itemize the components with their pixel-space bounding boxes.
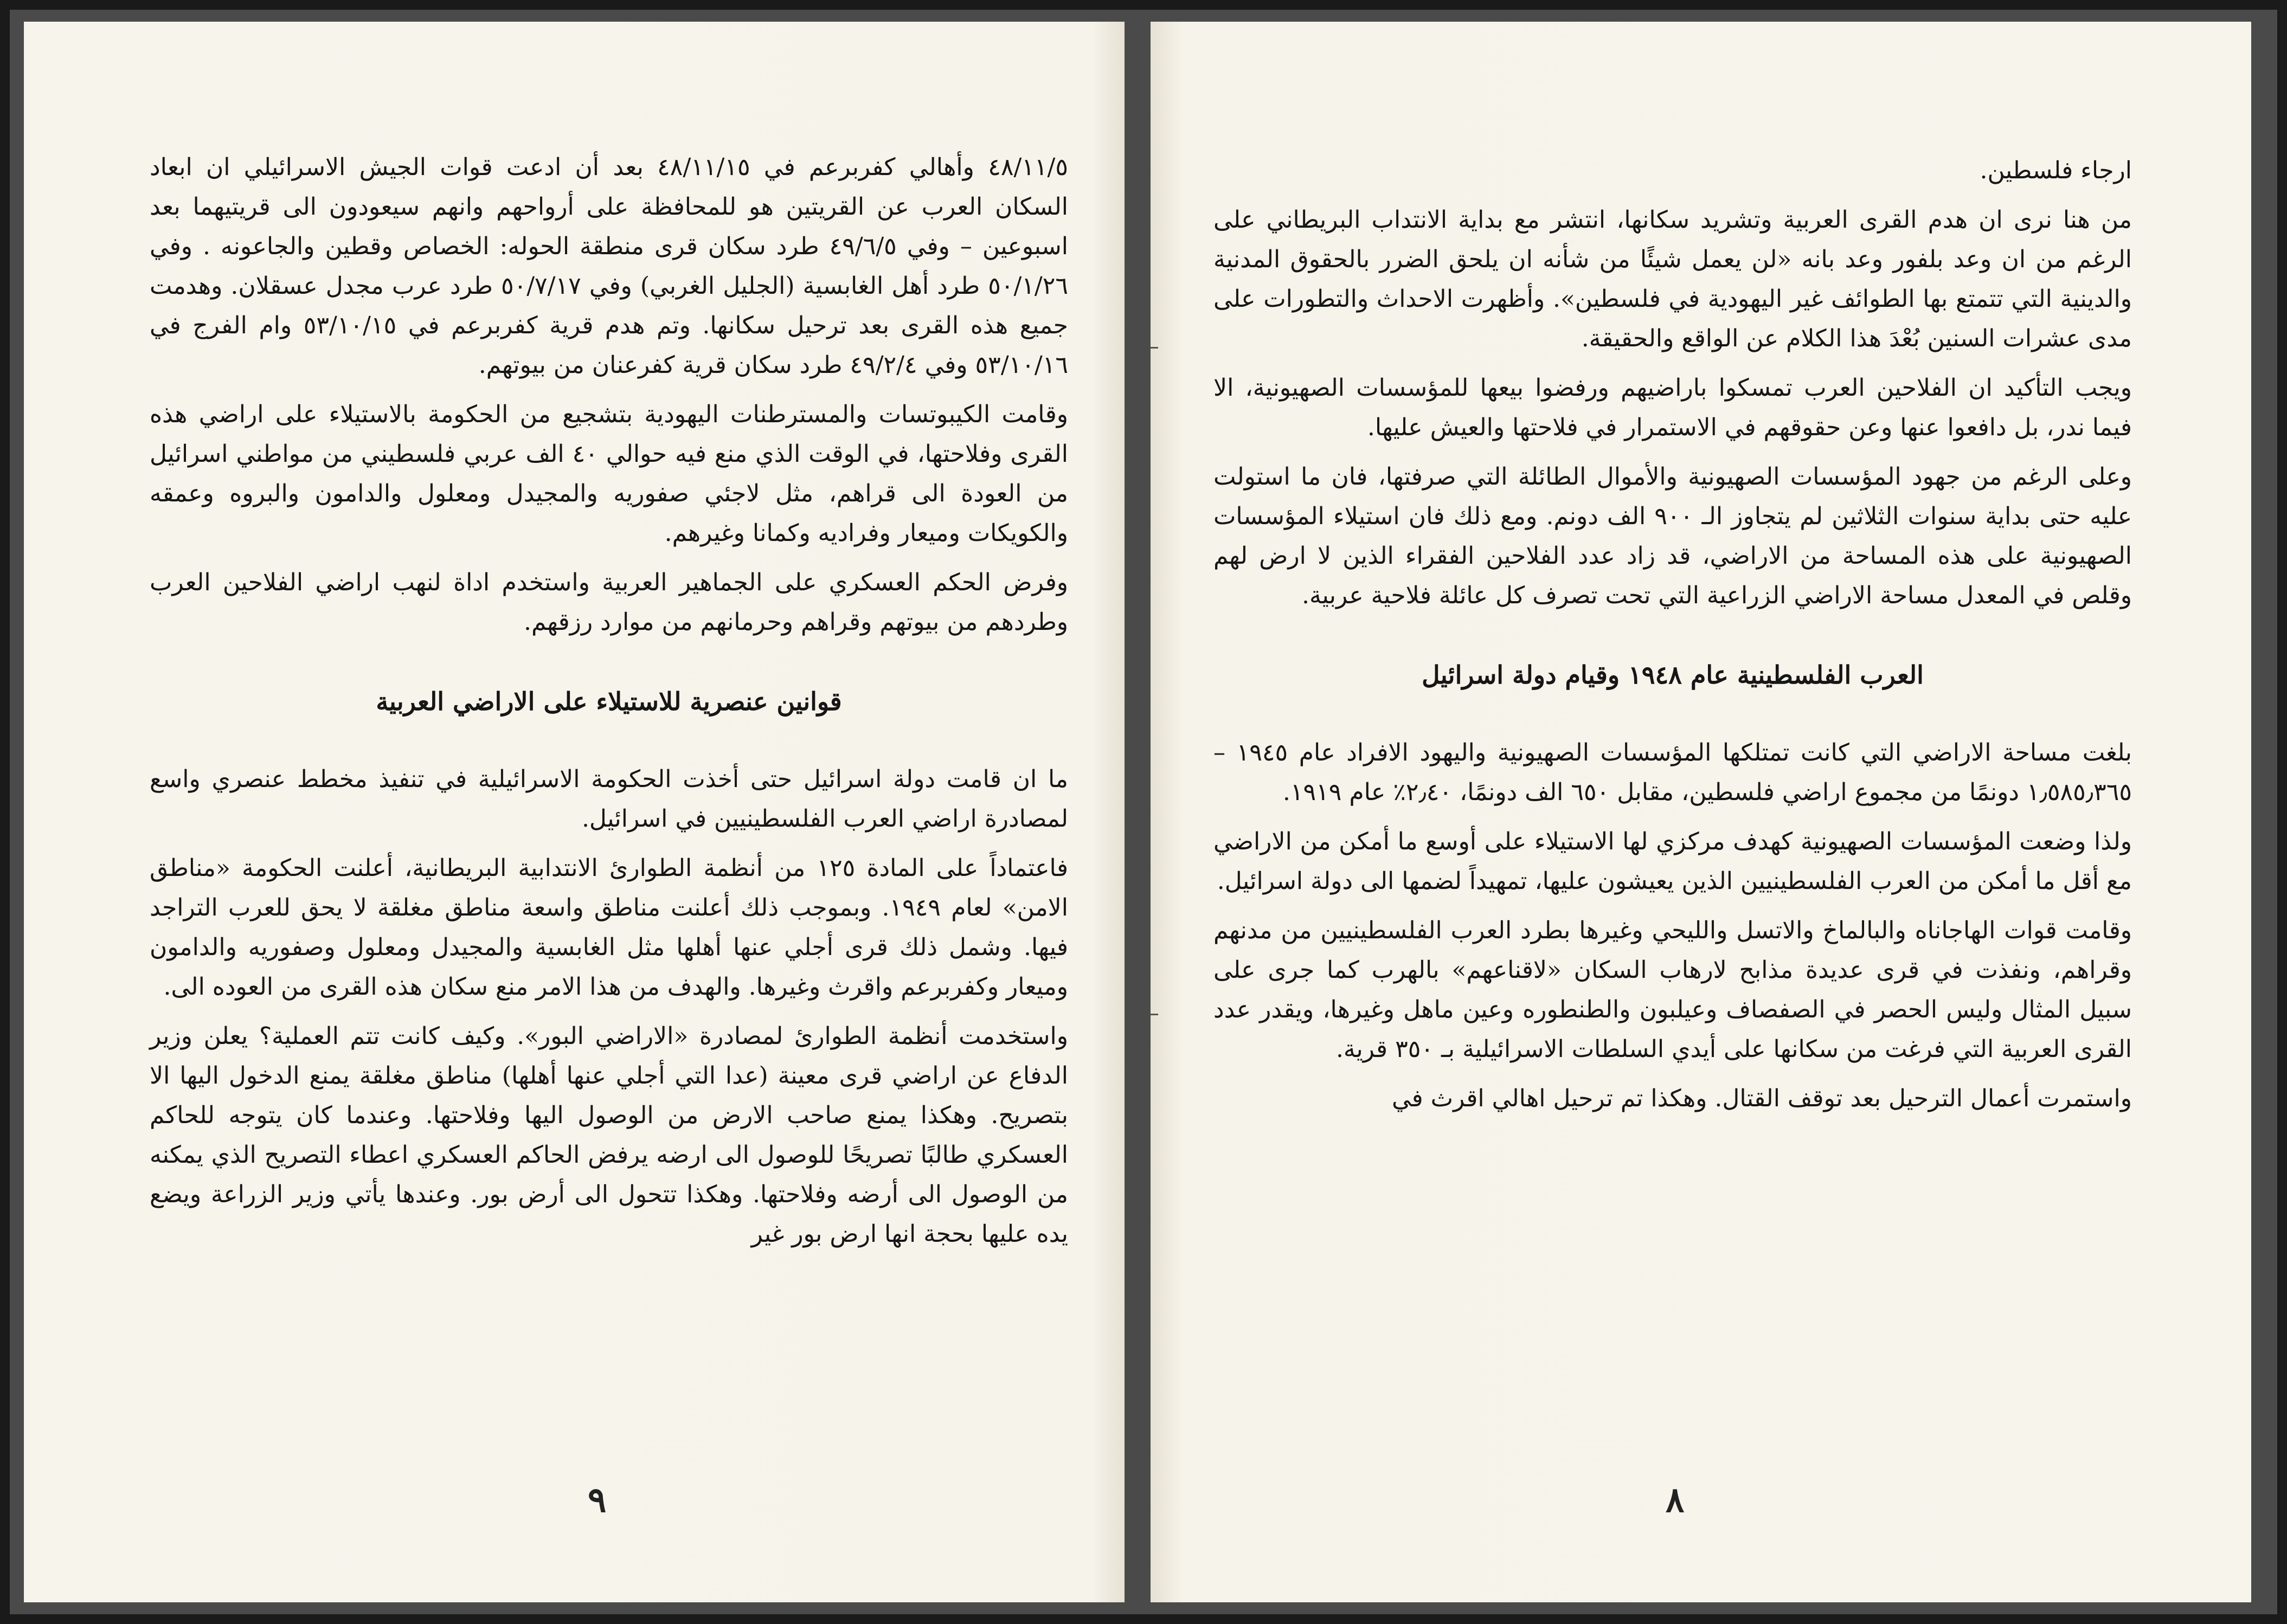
paragraph: ولذا وضعت المؤسسات الصهيونية كهدف مركزي لها الاستيلاء على أوسع ما أمكن من الاراضي مع أقل ما أمكن من العرب الفلسطينيين الذين يعيشون عليها، تمهيداً لضمها الى دولة اسرائيل. — [1213, 828, 2132, 895]
left-page — [24, 22, 1125, 1602]
paragraph: ارجاء فلسطين. — [1980, 157, 2132, 184]
section-heading: العرب الفلسطينية عام ١٩٤٨ وقيام دولة اسرائيل — [1422, 660, 1924, 689]
right-page — [1151, 22, 2251, 1602]
book-spread — [10, 10, 2277, 1614]
paragraph: وقامت الكيبوتسات والمسترطنات اليهودية بتشجيع من الحكومة بالاستيلاء على اراضي هذه القرى وفلاحتها، في الوقت الذي منع فيه حوالي ٤٠ الف عربي فلسطيني من مواطني اسرائيل من العودة الى قراهم، مثل لاجئي صفوريه والمجيدل ومعلول والدامون والبروه وعمقه والكويكات وميعار وفراديه وكمانا وغيرهم. — [150, 401, 1068, 547]
paragraph: فاعتماداً على المادة ١٢٥ من أنظمة الطوارئ الانتدابية البريطانية، أعلنت الحكومة «مناطق الامن» لعام ١٩٤٩. وبموجب ذلك أعلنت مناطق واسعة مناطق مغلقة لا يحق للعرب التراجد فيها. وشمل ذلك قرى أجلي عنها أهلها مثل الغابسية والمجيدل ومعلول وصفوريه والدامون وميعار وكفربرعم واقرث وغيرها. والهدف من هذا الامر منع سكان هذه القرى من العوده الى. — [150, 854, 1068, 1001]
paragraph: من هنا نرى ان هدم القرى العربية وتشريد سكانها، انتشر مع بداية الانتداب البريطاني على الرغم من ان وعد بلفور وعد بانه «لن يعمل شيئًا من شأنه ان يلحق الضرر بالحقوق المدنية والدينية التي تتمتع بها الطوائف غير اليهودية في فلسطين». وأظهرت الاحداث والتطورات على مدى عشرات السنين بُعْدَ هذا الكلام عن الواقع والحقيقة. — [1213, 206, 2132, 352]
paragraph: وقامت قوات الهاجاناه والبالماخ والاتسل والليحي وغيرها بطرد العرب الفلسطينيين من مدنهم وقراهم، ونفذت في قرى عديدة مذابح لارهاب السكان «لاقناعهم» بالهرب كما جرى على سبيل المثال وليس الحصر في الصفصاف وعيلبون والطنطوره وعين ماهل وغيرها، ويقدر عدد القرى العربية التي فرغت من سكانها على أيدي السلطات الاسرائيلية بـ ٣٥٠ قرية. — [1213, 917, 2132, 1063]
paragraph: ويجب التأكيد ان الفلاحين العرب تمسكوا باراضيهم ورفضوا بيعها للمؤسسات الصهيونية، الا فيما ندر، بل دافعوا عنها وعن حقوقهم في الاستمرار في فلاحتها والعيش عليها. — [1213, 374, 2132, 441]
page-number: ٩ — [588, 1480, 607, 1520]
paragraph: بلغت مساحة الاراضي التي كانت تمتلكها المؤسسات الصهيونية واليهود الافراد عام ١٩٤٥ – ١٫٥٨٥٫٣٦٥ دونمًا من مجموع اراضي فلسطين، مقابل ٦٥٠ الف دونمًا، ٢٫٤٠٪ عام ١٩١٩. — [1213, 739, 2132, 806]
paragraph: وفرض الحكم العسكري على الجماهير العربية واستخدم اداة لنهب اراضي الفلاحين العرب وطردهم من بيوتهم وقراهم وحرمانهم من موارد رزقهم. — [150, 569, 1068, 636]
left-page-text — [150, 147, 1068, 1264]
page-number: ٨ — [1666, 1480, 1685, 1520]
paragraph: واستمرت أعمال الترحيل بعد توقف القتال. وهكذا تم ترحيل اهالي اقرث في — [1391, 1085, 2132, 1112]
paragraph: واستخدمت أنظمة الطوارئ لمصادرة «الاراضي البور». وكيف كانت تتم العملية؟ يعلن وزير الدفاع عن اراضي قرى معينة (عدا التي أجلي عنها أهلها) مناطق مغلقة يمنع الدخول اليها الا بتصريح. وهكذا يمنع صاحب الارض من الوصول اليها وفلاحتها. وعندما كان يتوجه للحاكم العسكري طالبًا تصريحًا للوصول الى ارضه يرفض الحاكم العسكري اعطاء التصريح الذي يمكنه من الوصول الى أرضه وفلاحتها. وهكذا تتحول الى أرض بور. وعندها يأتي وزير الزراعة ويضع يده عليها بحجة انها ارض بور غير — [150, 1022, 1069, 1248]
right-page-text — [1213, 151, 2132, 1128]
paragraph: ما ان قامت دولة اسرائيل حتى أخذت الحكومة الاسرائيلية في تنفيذ مخطط عنصري واسع لمصادرة اراضي العرب الفلسطينيين في اسرائيل. — [150, 765, 1068, 833]
crease-mark — [1151, 347, 1158, 349]
paragraph: ٤٨/١١/٥ وأهالي كفربرعم في ٤٨/١١/١٥ بعد أن ادعت قوات الجيش الاسرائيلي ان ابعاد السكان العرب عن القريتين هو للمحافظة على أرواحهم وانهم سيعودون الى قريتيهما بعد اسبوعين – وفي ٤٩/٦/٥ طرد سكان قرى منطقة الحوله: الخصاص وقطين والجاعونه . وفي ٥٠/١/٢٦ طرد أهل الغابسية (الجليل الغربي) وفي ٥٠/٧/١٧ طرد عرب مجدل عسقلان. وهدمت جميع هذه القرى بعد ترحيل سكانها. وتم هدم قرية كفربرعم في ٥٣/١٠/١٥ وام الفرج في ٥٣/١٠/١٦ وفي ٤٩/٢/٤ طرد سكان قرية كفرعنان من بيوتهم. — [150, 153, 1068, 379]
section-heading: قوانين عنصرية للاستيلاء على الاراضي العربية — [376, 687, 842, 716]
crease-mark — [1151, 1014, 1158, 1015]
paragraph: وعلى الرغم من جهود المؤسسات الصهيونية والأموال الطائلة التي صرفتها، فان ما استولت عليه حتى بداية سنوات الثلاثين لم يتجاوز الـ ٩٠٠ الف دونم. ومع ذلك فان استيلاء المؤسسات الصهيونية على هذه المساحة من الاراضي، قد زاد عدد الفلاحين الفقراء الذين لا ارض لهم وقلص في المعدل مساحة الاراضي الزراعية التي تحت تصرف كل عائلة فلاحية عربية. — [1213, 463, 2132, 609]
